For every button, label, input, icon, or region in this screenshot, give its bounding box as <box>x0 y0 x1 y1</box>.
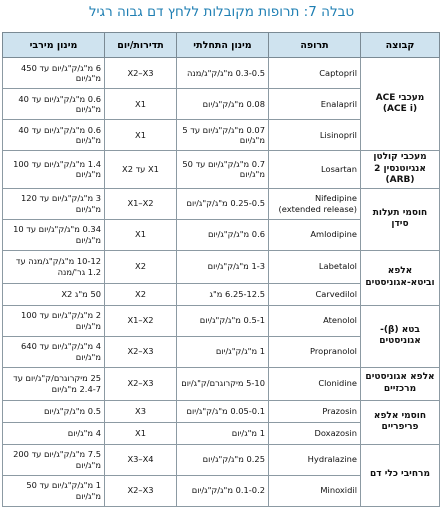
drug-name-cell: Hydralazine <box>269 444 361 475</box>
frequency-cell: X2–X3 <box>105 58 177 89</box>
max-dose-cell: 0.6 מ"ג/ק"ג/יום עד 40 מ"ג/יום <box>3 120 105 151</box>
drug-name-cell: Doxazosin <box>269 422 361 444</box>
drug-name-cell: Prazosin <box>269 400 361 422</box>
table-row <box>3 188 440 219</box>
start-dose-cell: 0.1-0.2 מ"ג/ק"ג/יום <box>177 475 269 506</box>
max-dose-cell: 2 מ"ג/ק"ג/יום עד 100 מ"ג/יום <box>3 305 105 336</box>
drug-name-cell: Carvedilol <box>269 283 361 305</box>
drug-name-cell: Clonidine <box>269 367 361 400</box>
table-row <box>3 400 440 422</box>
frequency-cell: X1 <box>105 422 177 444</box>
max-dose-cell: 10-12 מ"ג/ק"ג/מנה עד 1.2 גר'/מנה <box>3 250 105 283</box>
drug-name-cell: Minoxidil <box>269 475 361 506</box>
header-frequency: תדירות/יום <box>105 33 177 58</box>
max-dose-cell: 0.5 מ"ג/ק"ג/יום <box>3 400 105 422</box>
drug-name-cell: Captopril <box>269 58 361 89</box>
frequency-cell: X2–X3 <box>105 475 177 506</box>
drug-name-cell: Labetalol <box>269 250 361 283</box>
max-dose-cell: 6 מ"ג/ק"ג/יום עד 450 מ"ג/יום <box>3 58 105 89</box>
frequency-cell: X1 <box>105 120 177 151</box>
max-dose-cell: 7.5 מ"ג/ק"ג/יום עד 200 מ"ג/יום <box>3 444 105 475</box>
table-row <box>3 58 440 89</box>
frequency-cell: X2 <box>105 250 177 283</box>
table-row <box>3 444 440 475</box>
frequency-cell: X1–X2 <box>105 188 177 219</box>
frequency-cell: X2 <box>105 283 177 305</box>
table-title: טבלה 7: תרופות מקובלות ללחץ דם גבוה רגיל <box>88 4 355 20</box>
drug-name-cell: Amlodipine <box>269 219 361 250</box>
start-dose-cell: 5-10 מיקרוגרם/ק"ג/יום <box>177 367 269 400</box>
start-dose-cell: 0.6 מ"ג/ק"ג/יום <box>177 219 269 250</box>
start-dose-cell: 1 מ"ג/יום <box>177 422 269 444</box>
start-dose-cell: 0.3-0.5 מ"ג/ק"ג/מנה <box>177 58 269 89</box>
frequency-cell: X3 <box>105 400 177 422</box>
frequency-cell: X1 <box>105 89 177 120</box>
max-dose-cell: 1 מ"ג/ק"ג/יום עד 50 מ"ג/יום <box>3 475 105 506</box>
table-row <box>3 367 440 400</box>
frequency-cell: X1 <box>105 219 177 250</box>
drug-name-cell: Losartan <box>269 151 361 189</box>
drug-name-cell: Lisinopril <box>269 120 361 151</box>
start-dose-cell: 6.25-12.5 מ"ג <box>177 283 269 305</box>
table-row <box>3 250 440 283</box>
drug-name-cell: Atenolol <box>269 305 361 336</box>
drug-name-cell: Propranolol <box>269 336 361 367</box>
group-name-cell: מעכבי ACE (ACE i) <box>361 58 440 151</box>
group-name-cell: חוסמי אלפא פריפריים <box>361 400 440 444</box>
start-dose-cell: 1-3 מ"ג/ק"ג/יום <box>177 250 269 283</box>
group-name-cell: מרחיבי כלי דם <box>361 444 440 506</box>
max-dose-cell: 3 מ"ג/ק"ג/יום עד 120 מ"ג/יום <box>3 188 105 219</box>
header-start-dose: מינון התחלתי <box>177 33 269 58</box>
start-dose-cell: 0.25 מ"ג/ק"ג/יום <box>177 444 269 475</box>
medication-table <box>2 32 440 507</box>
drug-name-cell: Enalapril <box>269 89 361 120</box>
drug-name-cell: Nifedipine (extended release) <box>269 188 361 219</box>
start-dose-cell: 1 מ"ג/ק"ג/יום <box>177 336 269 367</box>
frequency-cell: X1–X2 <box>105 305 177 336</box>
group-name-cell: בטא (β)-אגוניסטים <box>361 305 440 367</box>
max-dose-cell: 25 מיקרוגרם/ק"ג/יום עד 2.4-7 מ"ג/יום <box>3 367 105 400</box>
max-dose-cell: 50 מ"ג X2 <box>3 283 105 305</box>
table-header-row <box>3 33 440 58</box>
header-group: קבוצה <box>361 33 440 58</box>
frequency-cell: X2–X3 <box>105 367 177 400</box>
table-row <box>3 151 440 189</box>
start-dose-cell: 0.08 מ"ג/ק"ג/יום <box>177 89 269 120</box>
header-drug: תרופה <box>269 33 361 58</box>
frequency-cell: X1 עד X2 <box>105 151 177 189</box>
start-dose-cell: 0.5-1 מ"ג/ק"ג/יום <box>177 305 269 336</box>
start-dose-cell: 0.25-0.5 מ"ג/ק"ג/יום <box>177 188 269 219</box>
start-dose-cell: 0.07 מ"ג/ק"ג/יום עד 5 מ"ג/יום <box>177 120 269 151</box>
max-dose-cell: 1.4 מ"ג/ק"ג/יום עד 100 מ"ג/יום <box>3 151 105 189</box>
group-name-cell: אלפא אגוניסטים מרכזיים <box>361 367 440 400</box>
frequency-cell: X3–X4 <box>105 444 177 475</box>
start-dose-cell: 0.05-0.1 מ"ג/ק"ג/יום <box>177 400 269 422</box>
group-name-cell: אלפא וביטא-אגוניסטים <box>361 250 440 305</box>
group-name-cell: חוסמי תעלות סידן <box>361 188 440 250</box>
max-dose-cell: 4 מ"ג/ק"ג/יום עד 640 מ"ג/יום <box>3 336 105 367</box>
table-row <box>3 305 440 336</box>
max-dose-cell: 0.34 מ"ג/ק"ג/יום עד 10 מ"ג/יום <box>3 219 105 250</box>
start-dose-cell: 0.7 מ"ג/ק"ג/יום עד 50 מ"ג/יום <box>177 151 269 189</box>
frequency-cell: X2–X3 <box>105 336 177 367</box>
group-name-cell: מעכבי קולטן אנגיוטנסין 2 (ARB) <box>361 151 440 189</box>
max-dose-cell: 4 מ"ג/יום <box>3 422 105 444</box>
max-dose-cell: 0.6 מ"ג/ק"ג/יום עד 40 מ"ג/יום <box>3 89 105 120</box>
header-max-dose: מינון מירבי <box>3 33 105 58</box>
table-body <box>3 58 440 507</box>
